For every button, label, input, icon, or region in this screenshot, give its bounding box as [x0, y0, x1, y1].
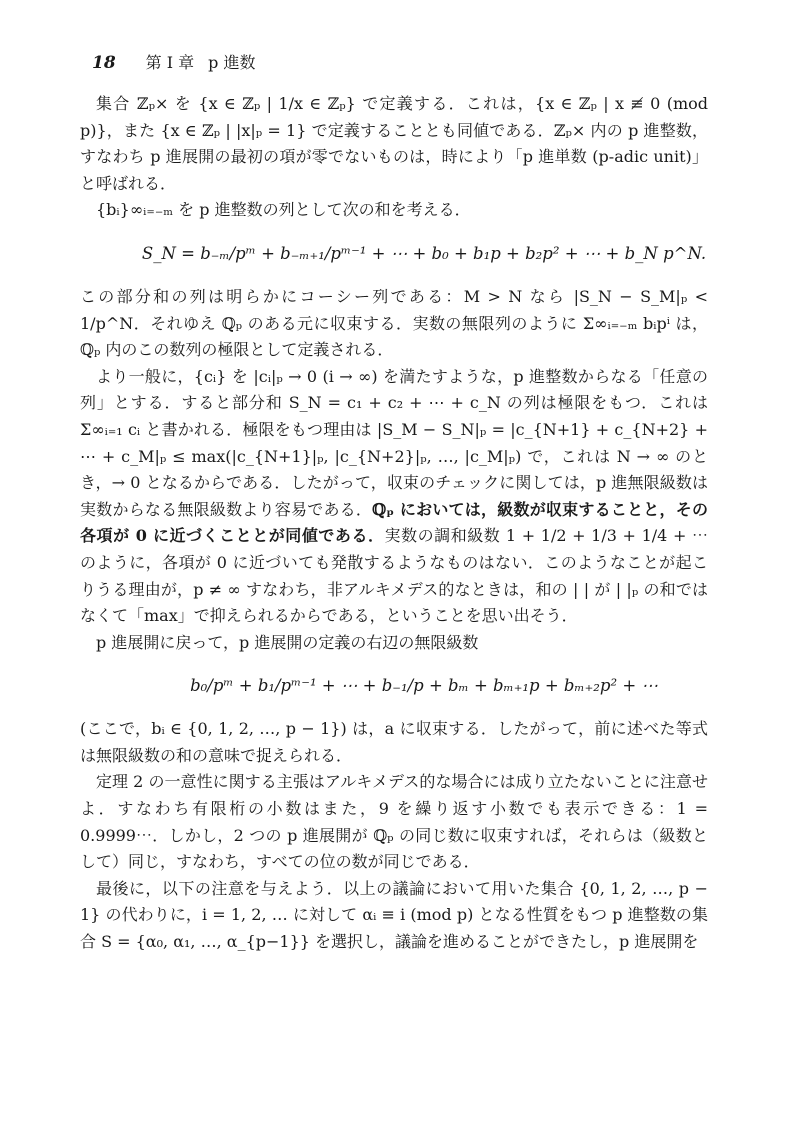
chapter-title: p 進数 — [208, 53, 256, 72]
convergence-text-a: より一般に，{cᵢ} を |cᵢ|ₚ → 0 (i → ∞) を満たすような，p 進整数からなる「任意の列」とする．すると部分和 S_N = c₁ + c₂ + ⋯ + c_N の列は極限をもつ．これは Σ∞ᵢ₌₁ cᵢ と書かれる．極限をもつ理由は |S_M − S_N|ₚ = |c_{N+1} + c_{N+2} + ⋯ + c_M|ₚ ≤ max(|c_{N+1}|ₚ, |c_{N+2}|ₚ, …, |c_M|ₚ) で，これは N → ∞ のとき，→ 0 となるからである．したがって，収束のチェックに関しては，p 進無限級数は実数からなる無限級数より容易である． — [80, 366, 708, 519]
paragraph-cauchy: この部分和の列は明らかにコーシー列である：M > N なら |S_N − S_M|ₚ < 1/p^N．それゆえ ℚₚ のある元に収束する．実数の無限列のように Σ∞ᵢ₌₋ₘ bᵢpⁱ は，ℚₚ 内のこの数列の極限として定義される． — [80, 286, 708, 360]
paragraph-convergence — [80, 364, 708, 630]
paragraph-units: 集合 ℤₚ× を {x ∈ ℤₚ | 1/x ∈ ℤₚ} で定義する．これは，{x ∈ ℤₚ | x ≢ 0 (mod p)}，また {x ∈ ℤₚ | |x|ₚ = 1} で定義することとも同値である．ℤₚ× 内の p 進整数，すなわち p 進展開の最初の項が零でないものは，時により「p 進単数 (p-adic unit)」と呼ばれる． — [80, 94, 708, 193]
body-text — [80, 91, 708, 956]
paragraph-series-intro: {bᵢ}∞ᵢ₌₋ₘ を p 進整数の列として次の和を考える． — [96, 200, 471, 220]
equation-infinite-series: b₀/pᵐ + b₁/pᵐ⁻¹ + ⋯ + b₋₁/p + bₘ + bₘ₊₁p + bₘ₊₂p² + ⋯ — [190, 676, 658, 696]
convergence-theorem: ℚₚ においては，級数が収束することと，その各項が 0 に近づくこととが同値である． — [80, 499, 708, 546]
running-header — [92, 50, 256, 74]
chapter-heading — [146, 50, 256, 73]
paragraph-final-remark: 最後に，以下の注意を与えよう．以上の議論において用いた集合 {0, 1, 2, …, p − 1} の代わりに，i = 1, 2, … に対して αᵢ ≡ i (mod p) となる性質をもつ p 進整数の集合 S = {α₀, α₁, …, α_{p−1}} を選択し，議論を進めることができたし，p 進展開を — [80, 878, 708, 952]
paragraph-uniqueness: 定理 2 の一意性に関する主張はアルキメデス的な場合には成り立たないことに注意せよ．すなわち有限桁の小数はまた，9 を繰り返す小数でも表示できる：1 = 0.9999⋯．しかし，2 つの p 進展開が ℚₚ の同じ数に収束すれば，それらは（級数として）同じ，すなわち，すべての位の数が同じである． — [80, 772, 708, 872]
convergence-text-b: 実数の調和級数 1 + 1/2 + 1/3 + 1/4 + ⋯ のように，各項が 0 に近づいても発散するようなものはない．このようなことが起こりうる理由が，p ≠ ∞ すなわち，非アルキメデス的なときは，和の | | が | |ₚ の和ではなくて「max」で抑えられるからである，ということを思い出そう． — [80, 526, 708, 626]
page-number: 18 — [92, 53, 116, 73]
chapter-label: 第 I 章 — [145, 53, 195, 72]
equation-partial-sum: S_N = b₋ₘ/pᵐ + b₋ₘ₊₁/pᵐ⁻¹ + ⋯ + b₀ + b₁p + b₂p² + ⋯ + b_N p^N. — [141, 243, 707, 263]
paragraph-digits: (ここで，bᵢ ∈ {0, 1, 2, …, p − 1}) は，a に収束する．したがって，前に述べた等式は無限級数の和の意味で捉えられる． — [80, 719, 708, 765]
paragraph-expansion: p 進展開に戻って，p 進展開の定義の右辺の無限級数 — [96, 632, 479, 652]
